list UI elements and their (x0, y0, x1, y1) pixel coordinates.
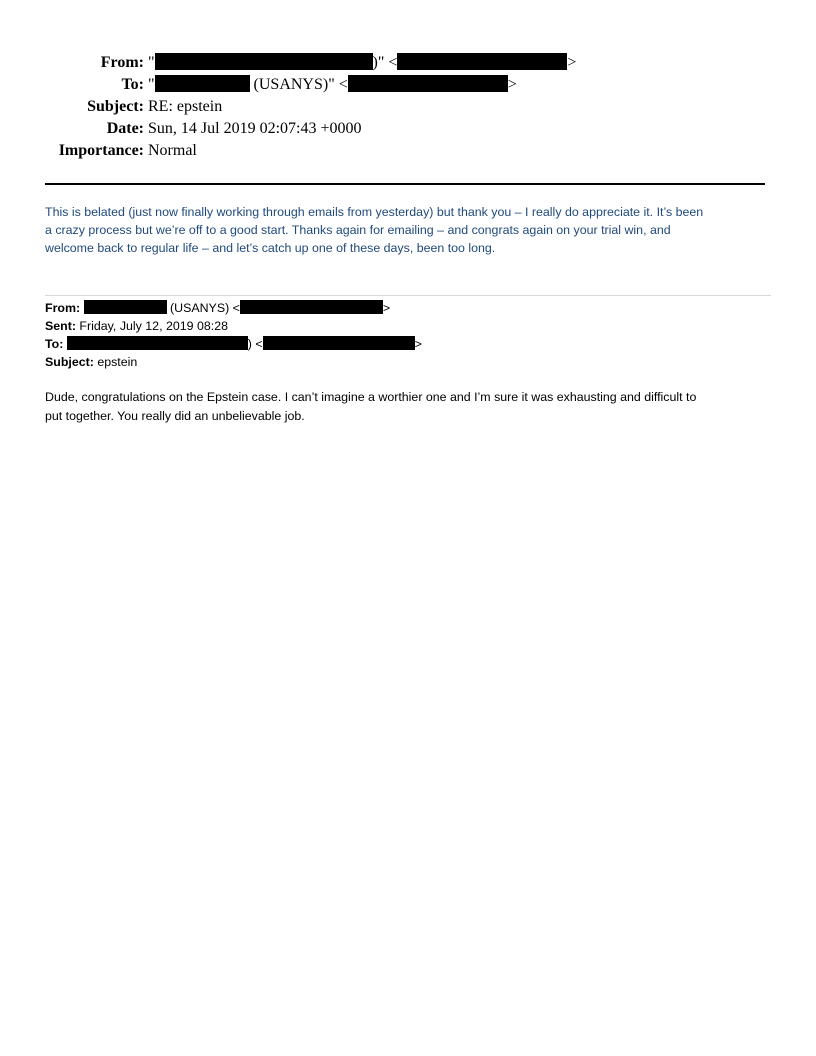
subject-value: RE: epstein (148, 98, 223, 115)
redaction-block (263, 336, 415, 350)
reply-line: a crazy process but we’re off to a good start. Thanks again for emailing – and congrats again on your trial win, and (45, 223, 671, 237)
from-label: From: (100, 54, 144, 71)
redaction-block (155, 75, 250, 92)
redaction-block (155, 53, 373, 70)
header-to-row (0, 74, 816, 96)
quoted-subject-value: epstein (93, 355, 138, 369)
quoted-line: Dude, congratulations on the Epstein case. I can’t imagine a worthier one and I’m sure it was exhausting and difficult to (45, 390, 697, 404)
redaction-block (67, 336, 248, 350)
quoted-from-label: From: (45, 301, 81, 315)
quoted-sent-label: Sent: (45, 319, 76, 333)
redaction-block (240, 300, 383, 314)
quoted-to-label: To: (45, 337, 64, 351)
quoted-from-row: From: (USANYS) < > (45, 301, 391, 315)
quoted-subject-label: Subject: (45, 355, 94, 369)
quoted-sent-value: Friday, July 12, 2019 08:28 (75, 319, 228, 333)
quoted-line: put together. You really did an unbelievable job. (45, 409, 305, 423)
reply-body (45, 203, 775, 257)
header-divider (45, 183, 765, 185)
quoted-body (45, 388, 775, 426)
to-value: " (USANYS)" < > (148, 76, 517, 93)
quoted-sent-row (45, 317, 771, 335)
header-importance-row (0, 140, 816, 162)
reply-line: welcome back to regular life – and let’s catch up one of these days, been too long. (45, 241, 496, 255)
date-value: Sun, 14 Jul 2019 02:07:43 +0000 (148, 120, 362, 137)
redaction-block (84, 300, 167, 314)
header-subject-row (0, 96, 816, 118)
from-value: " )" < > (148, 54, 577, 71)
redaction-block (348, 75, 508, 92)
subject-label: Subject: (87, 98, 144, 115)
redaction-block (397, 53, 567, 70)
quoted-to-row: To: ) < > (45, 337, 422, 351)
quoted-subject-row (45, 353, 771, 371)
importance-label: Importance: (58, 142, 144, 159)
header-from-row (0, 52, 816, 74)
reply-line: This is belated (just now finally working through emails from yesterday) but thank you – I really do appreciate it. It’s been (45, 205, 704, 219)
to-label: To: (121, 76, 144, 93)
date-label: Date: (106, 120, 144, 137)
importance-value: Normal (148, 142, 197, 159)
header-date-row (0, 118, 816, 140)
quote-divider (45, 295, 771, 296)
